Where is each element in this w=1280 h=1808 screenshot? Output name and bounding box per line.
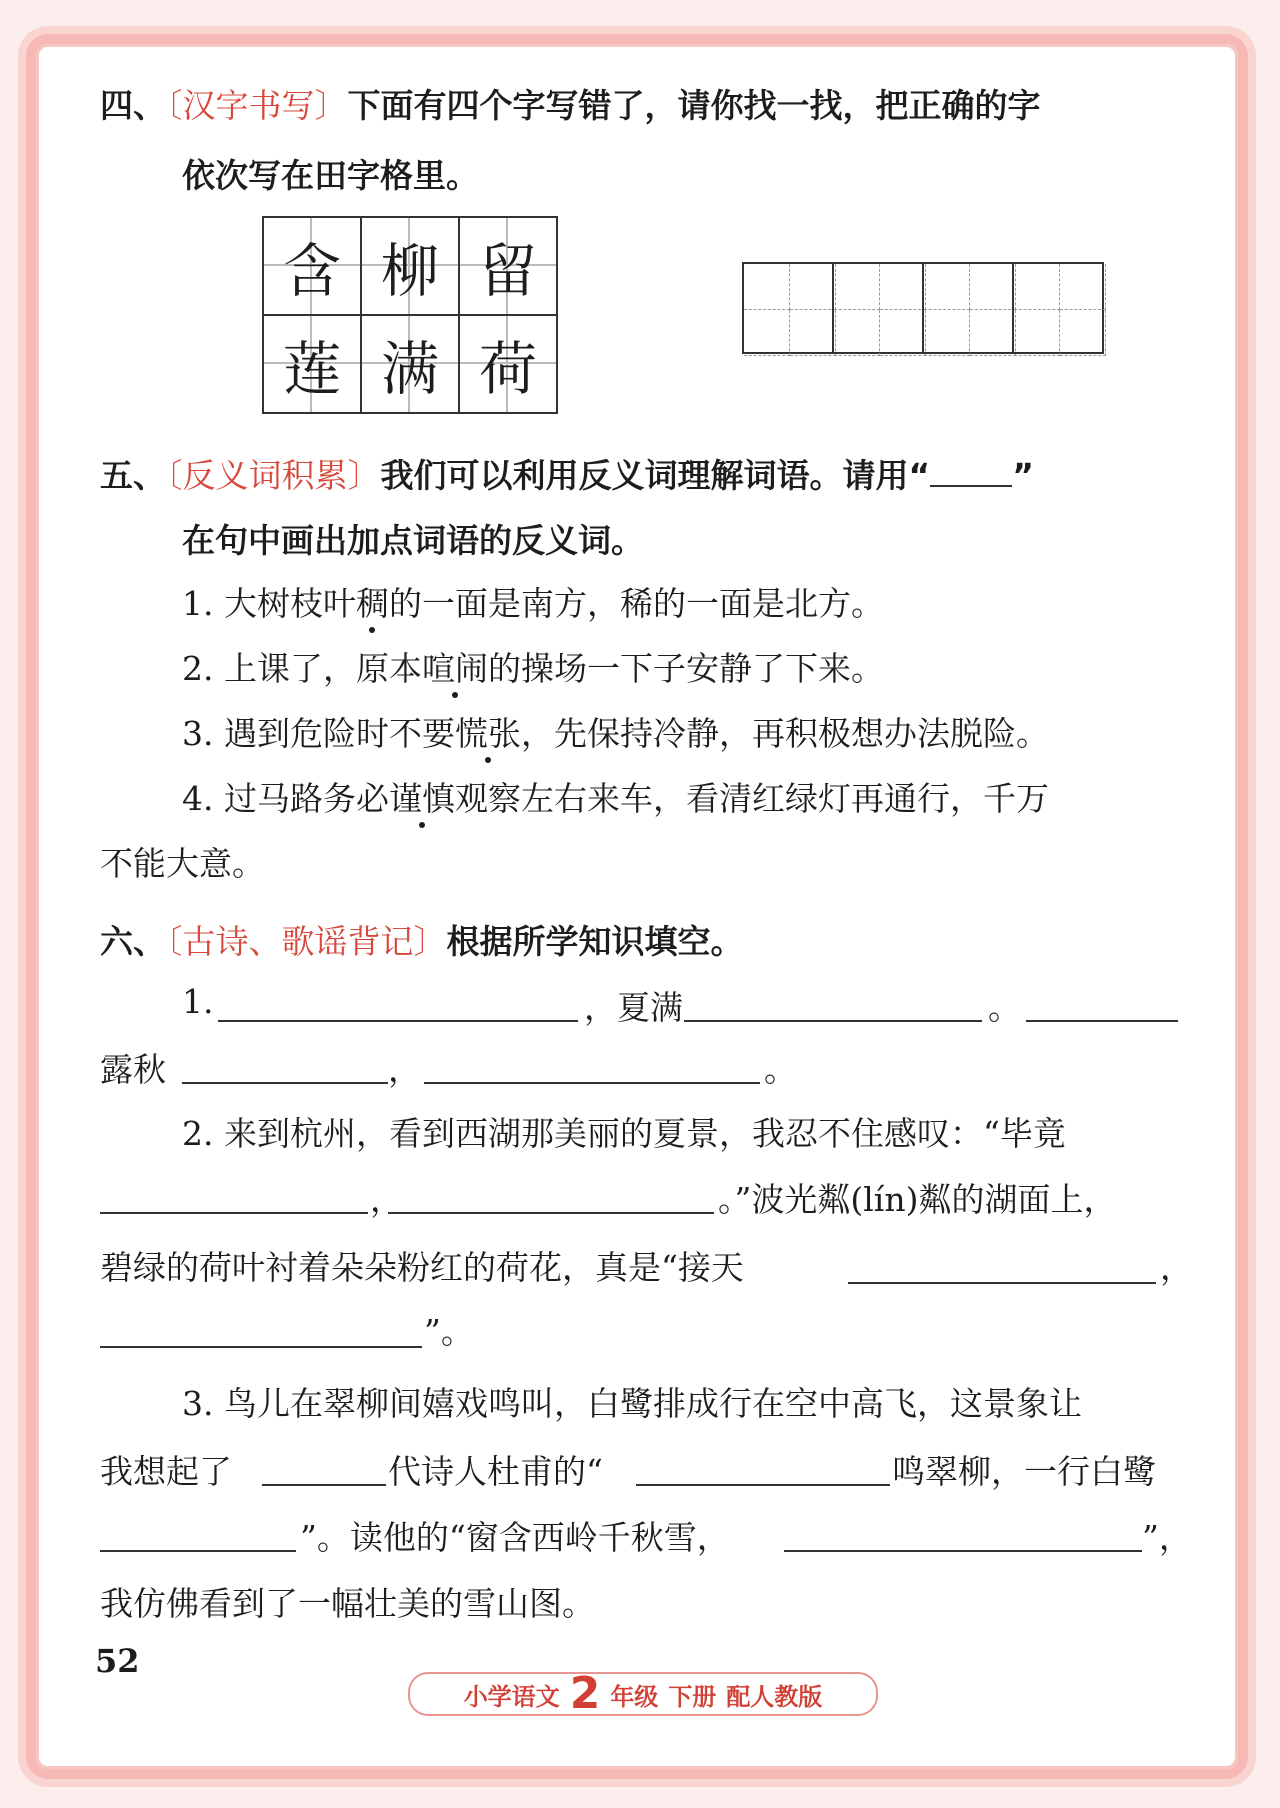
char-cell: 留 — [459, 217, 557, 315]
section5-heading-line2: 在句中画出加点词语的反义词。 — [182, 521, 644, 560]
sentence-1: 1. 大树枝叶稠的一面是南方，稀的一面是北方。 — [182, 584, 884, 623]
tianzige-answer-grid — [744, 262, 1104, 354]
p3-line1: 3. 鸟儿在翠柳间嬉戏鸣叫，白鹭排成行在空中高飞，这景象让 — [182, 1384, 1082, 1423]
char-cell: 满 — [361, 315, 459, 413]
p3-line2a: 我想起了 — [100, 1452, 232, 1491]
p3-line3b: ”， — [1142, 1518, 1192, 1557]
section4-heading-line2: 依次写在田字格里。 — [182, 156, 479, 195]
answer-blank[interactable] — [784, 1550, 1142, 1552]
p1-period: 。 — [988, 988, 1021, 1027]
tianzige-box[interactable] — [742, 262, 834, 354]
p3-line4: 我仿佛看到了一幅壮美的雪山图。 — [100, 1584, 595, 1623]
answer-blank[interactable] — [100, 1550, 296, 1552]
section4-heading: 四、〔汉字书写〕下面有四个字写错了，请你找一找，把正确的字 — [100, 86, 1041, 125]
p2-line4: ”。 — [424, 1312, 474, 1351]
answer-blank[interactable] — [636, 1484, 890, 1486]
p3-line3a: ”。读他的“窗含西岭千秋雪， — [300, 1518, 730, 1557]
char-cell: 含 — [263, 217, 361, 315]
answer-blank[interactable] — [424, 1082, 760, 1084]
sentence-4: 4. 过马路务必谨慎观察左右来车，看清红绿灯再通行，千万 — [182, 779, 1049, 818]
p1-num: 1. — [182, 982, 214, 1021]
page-number: 52 — [95, 1642, 140, 1680]
answer-blank[interactable] — [182, 1082, 388, 1084]
p2-line1: 2. 来到杭州，看到西湖那美丽的夏景，我忍不住感叹：“毕竟 — [182, 1114, 1066, 1153]
char-cell: 荷 — [459, 315, 557, 413]
p3-line2b: 代诗人杜甫的“ — [388, 1452, 603, 1491]
answer-blank[interactable] — [1026, 1020, 1178, 1022]
p2-line3: 碧绿的荷叶衬着朵朵粉红的荷花，真是“接天 — [100, 1248, 744, 1287]
p3-line2c: 鸣翠柳，一行白鹭 — [892, 1452, 1156, 1491]
p1-line2a: 露秋 — [100, 1050, 166, 1089]
p2-line3-end: ， — [1160, 1248, 1193, 1287]
dotted-word: 谨慎 — [388, 779, 455, 818]
p1-line2b: ， — [388, 1050, 421, 1089]
tianzige-box[interactable] — [922, 262, 1014, 354]
tianzige-box[interactable] — [832, 262, 924, 354]
char-cell: 莲 — [263, 315, 361, 413]
dotted-word: 稠 — [355, 584, 389, 623]
footer-badge: 小学语文 2 年级 下册 配人教版 — [408, 1672, 878, 1716]
p2-line2: 。”波光粼(lín)粼的湖面上， — [718, 1180, 1117, 1219]
section6-heading: 六、〔古诗、歌谣背记〕根据所学知识填空。 — [100, 922, 744, 961]
char-cell: 柳 — [361, 217, 459, 315]
answer-blank[interactable] — [262, 1484, 386, 1486]
answer-blank[interactable] — [848, 1282, 1156, 1284]
sentence-2: 2. 上课了，原本喧闹的操场一下子安静了下来。 — [182, 649, 884, 688]
character-grid — [262, 216, 558, 414]
dotted-word: 喧闹 — [421, 649, 488, 688]
answer-blank[interactable] — [388, 1212, 714, 1214]
sentence-4-continued: 不能大意。 — [100, 844, 265, 883]
answer-blank[interactable] — [684, 1020, 982, 1022]
p1-line2c: 。 — [764, 1050, 797, 1089]
dotted-word: 慌张 — [454, 714, 521, 753]
tianzige-box[interactable] — [1012, 262, 1104, 354]
answer-blank[interactable] — [100, 1212, 368, 1214]
p1-text: ，夏满 — [584, 988, 683, 1027]
sentence-3: 3. 遇到危险时不要慌张，先保持冷静，再积极想办法脱险。 — [182, 714, 1049, 753]
answer-blank[interactable] — [218, 1020, 578, 1022]
section5-heading: 五、〔反义词积累〕我们可以利用反义词理解词语。请用“ ” — [100, 456, 1034, 495]
answer-blank[interactable] — [100, 1346, 422, 1348]
p2-comma: ， — [370, 1180, 403, 1219]
